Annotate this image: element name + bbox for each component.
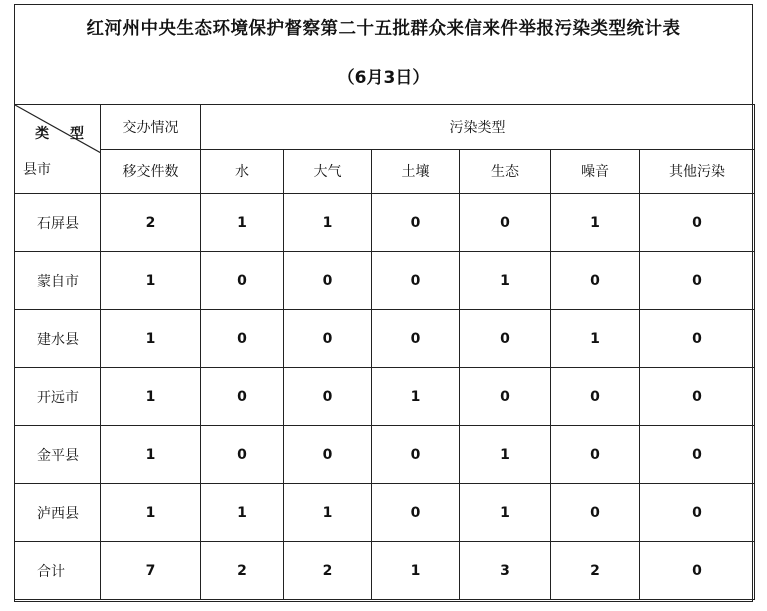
table-row <box>15 252 755 310</box>
pollution-count-cell: 0 <box>640 368 755 426</box>
transferred-count-header: 移交件数 <box>101 149 201 194</box>
pollution-count-cell: 1 <box>551 194 640 252</box>
pollution-count-cell: 1 <box>284 194 372 252</box>
pollution-count-cell: 0 <box>551 426 640 484</box>
pollution-count-cell: 0 <box>460 368 551 426</box>
county-name-cell: 蒙自市 <box>15 252 101 310</box>
table-body <box>15 194 755 600</box>
transferred-count-cell: 2 <box>101 194 201 252</box>
table-title: 红河州中央生态环境保护督察第二十五批群众来信来件举报污染类型统计表 <box>86 19 681 39</box>
pollution-type-group-header: 污染类型 <box>201 105 755 150</box>
handling-header: 交办情况 <box>101 105 201 150</box>
pollution-count-cell: 0 <box>640 542 755 600</box>
table-row <box>15 194 755 252</box>
pollution-count-cell: 1 <box>460 252 551 310</box>
county-name-cell: 金平县 <box>15 426 101 484</box>
pollution-count-cell: 0 <box>551 368 640 426</box>
county-name-cell: 泸西县 <box>15 484 101 542</box>
transferred-count-cell: 1 <box>101 368 201 426</box>
pollution-type-header: 水 <box>201 149 284 194</box>
pollution-count-cell: 0 <box>460 194 551 252</box>
table-row <box>15 368 755 426</box>
pollution-count-cell: 0 <box>372 426 460 484</box>
pollution-count-cell: 0 <box>201 368 284 426</box>
pollution-type-header: 其他污染 <box>640 149 755 194</box>
pollution-type-header: 土壤 <box>372 149 460 194</box>
pollution-count-cell: 1 <box>460 426 551 484</box>
pollution-count-cell: 2 <box>201 542 284 600</box>
transferred-count-cell: 1 <box>101 252 201 310</box>
transferred-count-cell: 1 <box>101 426 201 484</box>
pollution-count-cell: 0 <box>201 252 284 310</box>
pollution-statistics-table <box>14 104 755 600</box>
pollution-count-cell: 0 <box>284 368 372 426</box>
pollution-count-cell: 2 <box>284 542 372 600</box>
pollution-count-cell: 0 <box>640 194 755 252</box>
table-row <box>15 426 755 484</box>
pollution-count-cell: 0 <box>201 426 284 484</box>
transferred-count-cell: 7 <box>101 542 201 600</box>
pollution-type-header: 噪音 <box>551 149 640 194</box>
pollution-count-cell: 0 <box>372 252 460 310</box>
corner-diagonal-line <box>15 105 100 193</box>
header-corner-cell <box>15 105 101 194</box>
corner-type-label: 类 型 <box>35 126 92 142</box>
pollution-count-cell: 1 <box>460 484 551 542</box>
pollution-count-cell: 1 <box>372 542 460 600</box>
county-name-cell: 开远市 <box>15 368 101 426</box>
pollution-count-cell: 0 <box>551 252 640 310</box>
county-name-cell: 石屏县 <box>15 194 101 252</box>
pollution-count-cell: 0 <box>201 310 284 368</box>
county-name-cell: 建水县 <box>15 310 101 368</box>
transferred-count-cell: 1 <box>101 484 201 542</box>
pollution-type-header: 生态 <box>460 149 551 194</box>
pollution-count-cell: 1 <box>201 194 284 252</box>
pollution-count-cell: 0 <box>284 310 372 368</box>
table-date: （6月3日） <box>337 68 430 88</box>
pollution-count-cell: 0 <box>551 484 640 542</box>
county-name-cell: 合计 <box>15 542 101 600</box>
pollution-count-cell: 0 <box>372 310 460 368</box>
pollution-count-cell: 1 <box>201 484 284 542</box>
statistics-sheet <box>14 4 753 602</box>
pollution-count-cell: 0 <box>640 426 755 484</box>
pollution-count-cell: 1 <box>551 310 640 368</box>
pollution-count-cell: 0 <box>640 484 755 542</box>
pollution-count-cell: 3 <box>460 542 551 600</box>
table-row <box>15 542 755 600</box>
table-row <box>15 310 755 368</box>
table-row <box>15 484 755 542</box>
corner-county-label: 县市 <box>23 162 51 178</box>
pollution-count-cell: 0 <box>372 194 460 252</box>
transferred-count-cell: 1 <box>101 310 201 368</box>
pollution-count-cell: 0 <box>640 310 755 368</box>
pollution-count-cell: 0 <box>372 484 460 542</box>
pollution-count-cell: 1 <box>372 368 460 426</box>
pollution-count-cell: 1 <box>284 484 372 542</box>
pollution-type-header: 大气 <box>284 149 372 194</box>
pollution-count-cell: 0 <box>284 426 372 484</box>
pollution-count-cell: 2 <box>551 542 640 600</box>
pollution-count-cell: 0 <box>460 310 551 368</box>
pollution-count-cell: 0 <box>640 252 755 310</box>
pollution-count-cell: 0 <box>284 252 372 310</box>
